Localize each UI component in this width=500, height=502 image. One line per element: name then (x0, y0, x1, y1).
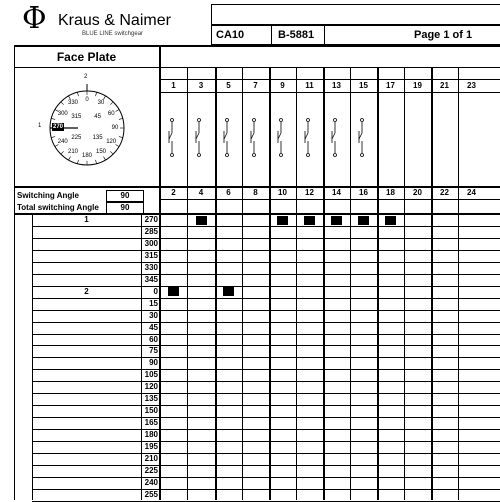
dial-number-label: 150 (95, 148, 106, 155)
angle-value: 45 (149, 322, 158, 332)
angle-value: 165 (144, 418, 158, 428)
angle-value: 315 (144, 250, 158, 260)
closed-contact-mark (358, 216, 369, 225)
contact-symbol (277, 115, 317, 175)
angle-value: 135 (144, 394, 158, 404)
contact-number-bottom: 18 (386, 188, 395, 197)
angle-value: 150 (144, 406, 158, 416)
switching-angle-value: 90 (120, 191, 130, 200)
closed-contact-mark (277, 216, 288, 225)
switching-angle-label: Switching Angle (17, 191, 79, 200)
contact-number-top: 11 (305, 81, 314, 90)
model-number: CA10 (216, 29, 245, 41)
page-indicator: Page 1 of 1 (414, 29, 473, 41)
angle-value: 30 (149, 310, 158, 320)
dial-tick (61, 151, 64, 154)
dial-number-label: 240 (57, 138, 68, 145)
dial-number-label: 330 (67, 100, 78, 107)
contact-number-top: 3 (198, 81, 204, 90)
angle-value: 90 (149, 358, 158, 368)
contact-number-top: 23 (467, 81, 476, 90)
angle-value: 345 (144, 274, 158, 284)
contact-number-bottom: 6 (226, 188, 231, 197)
dial-tick (69, 96, 71, 99)
angle-value: 240 (144, 477, 158, 487)
face-plate-dial (30, 72, 140, 177)
angle-value: 300 (144, 238, 158, 248)
dial-number-label: 180 (81, 152, 92, 159)
dial-tick (51, 137, 55, 138)
dial-number-label: 315 (71, 113, 82, 120)
contact-number-top: 19 (413, 81, 422, 90)
contact-number-top: 7 (253, 81, 258, 90)
contact-number-bottom: 16 (359, 188, 368, 197)
dial-number-label: 210 (67, 148, 78, 155)
angle-value: 195 (144, 442, 158, 452)
brand-tagline: BLUE LINE switchgear (82, 31, 144, 37)
contact-number-bottom: 10 (278, 188, 287, 197)
contact-number-bottom: 20 (413, 188, 422, 197)
brand-name: Kraus & Naimer (58, 12, 171, 29)
dial-number-label: 120 (106, 138, 117, 145)
angle-value: 270 (144, 215, 158, 224)
angle-value: 0 (153, 286, 158, 296)
dial-number-label: 225 (71, 135, 82, 142)
angle-value: 285 (144, 226, 158, 236)
angle-value: 210 (144, 454, 158, 463)
dial-tick (110, 102, 113, 105)
drawing-number: B-5881 (278, 29, 315, 41)
angle-value: 120 (144, 382, 158, 392)
closed-contact-mark (304, 216, 315, 225)
dial-tick (69, 157, 71, 160)
contact-number-top: 21 (440, 81, 449, 90)
closed-contact-mark (168, 287, 179, 296)
dial-number-label: 90 (111, 124, 119, 131)
contact-number-bottom: 24 (467, 188, 476, 197)
dial-tick (104, 157, 106, 160)
contact-number-top: 13 (332, 81, 341, 90)
dial-tick (119, 137, 123, 138)
dial-number-label: 0 (85, 96, 89, 103)
contact-number-top: 5 (226, 81, 231, 90)
contact-symbol (223, 115, 263, 175)
contact-number-top: 1 (171, 81, 176, 90)
angle-value: 330 (144, 262, 158, 272)
position-label: 2 (84, 286, 89, 296)
contact-number-bottom: 14 (332, 188, 341, 197)
contact-number-top: 9 (280, 81, 285, 90)
contact-symbol (331, 115, 371, 175)
closed-contact-mark (385, 216, 396, 225)
contact-number-top: 17 (386, 81, 395, 90)
closed-contact-mark (223, 287, 234, 296)
dial-tick (104, 96, 106, 99)
dial-number-label: 45 (94, 113, 101, 120)
angle-value: 75 (149, 346, 158, 356)
dial-tick (110, 151, 113, 154)
dial-tick (96, 160, 97, 164)
contact-number-bottom: 2 (171, 188, 176, 197)
dial-number-label: 60 (107, 110, 115, 117)
logo-symbol: Φ (22, 1, 47, 36)
position-label: 1 (84, 215, 89, 224)
contact-number-bottom: 12 (305, 188, 314, 197)
dial-left-label: 1 (38, 123, 42, 129)
dial-handle-marker: 270 (53, 124, 64, 130)
dial-number-label: 30 (97, 100, 105, 107)
angle-value: 15 (149, 298, 158, 308)
contact-number-top: 15 (359, 81, 368, 90)
angle-value: 60 (149, 334, 158, 344)
closed-contact-mark (331, 216, 342, 225)
dial-tick (77, 160, 78, 164)
dial-number-label: 300 (57, 110, 68, 117)
closed-contact-mark (196, 216, 207, 225)
face-plate-title: Face Plate (56, 50, 117, 64)
angle-value: 225 (144, 465, 158, 475)
contact-symbol (168, 115, 208, 175)
dial-tick (51, 118, 55, 119)
total-switching-angle-value: 90 (120, 203, 130, 212)
dial-number-label: 135 (92, 135, 103, 142)
angle-value: 255 (144, 489, 158, 499)
contact-number-bottom: 8 (253, 188, 258, 197)
angle-value: 105 (144, 370, 158, 380)
angle-value: 180 (144, 430, 158, 440)
dial-tick (61, 102, 64, 105)
dial-top-label: 2 (84, 74, 88, 80)
total-switching-angle-label: Total switching Angle (17, 203, 99, 212)
dial-tick (96, 92, 97, 96)
contact-number-bottom: 22 (440, 188, 449, 197)
contact-number-bottom: 4 (198, 188, 204, 197)
dial-tick (119, 118, 123, 119)
